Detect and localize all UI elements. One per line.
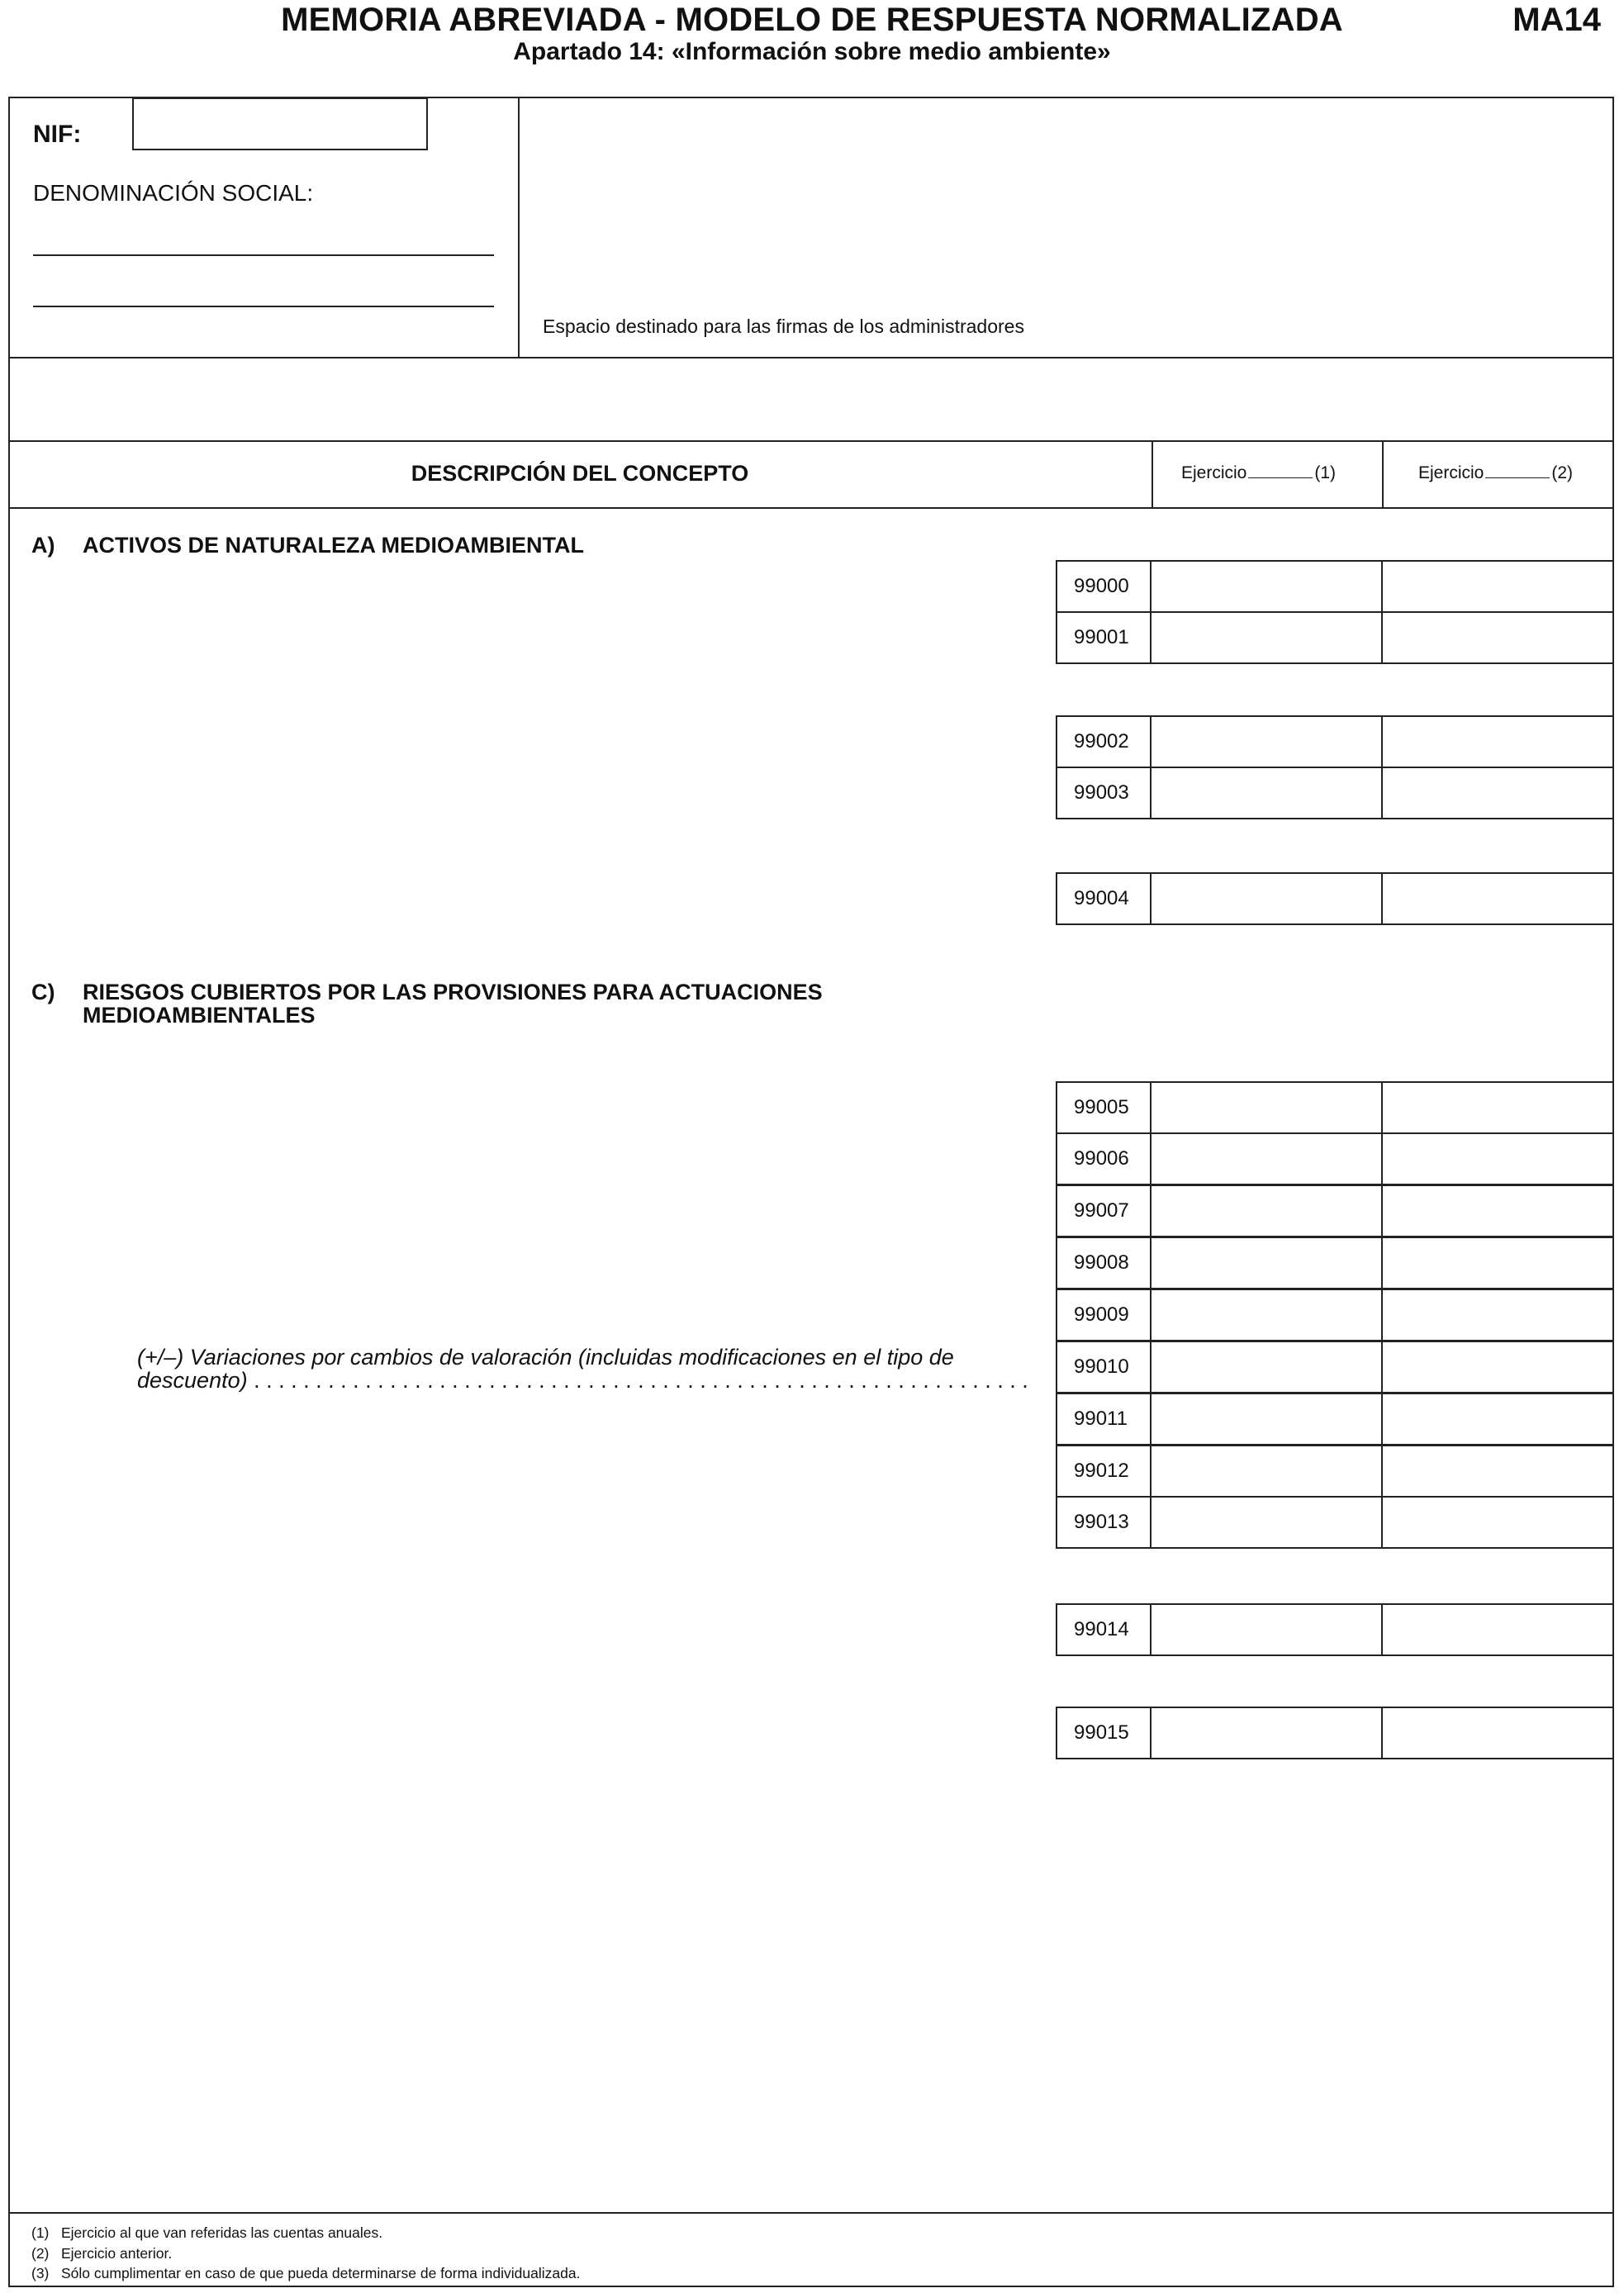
section-title: RIESGOS CUBIERTOS POR LAS PROVISIONES PARA ACTUACIONES MEDIOAMBIENTALES — [83, 980, 823, 1028]
value-cell-current[interactable] — [1152, 768, 1383, 818]
value-cell-previous[interactable] — [1383, 1083, 1612, 1132]
footnote-number: (3) — [31, 2265, 50, 2281]
footnote-1 — [31, 2224, 382, 2241]
cell-row-99012 — [1056, 1445, 1614, 1498]
footnote-3 — [31, 2265, 580, 2281]
value-cell-previous[interactable] — [1383, 1498, 1612, 1547]
identity-divider — [518, 97, 520, 358]
cell-code: 99011 — [1057, 1394, 1152, 1444]
value-cell-previous[interactable] — [1383, 768, 1612, 818]
value-cell-current[interactable] — [1152, 562, 1383, 611]
identity-bottom-border — [8, 357, 1614, 358]
table-header-bottom-border — [8, 507, 1614, 509]
value-cell-previous[interactable] — [1383, 1186, 1612, 1236]
cell-row-99015 — [1056, 1707, 1614, 1759]
ejercicio-note-2: (2) — [1551, 463, 1574, 482]
cell-row-99007 — [1056, 1184, 1614, 1237]
value-cell-previous[interactable] — [1383, 874, 1612, 923]
value-cell-current[interactable] — [1152, 1186, 1383, 1236]
form-title: MEMORIA ABREVIADA - MODELO DE RESPUESTA NORMALIZADA — [281, 2, 1343, 38]
section-title: ACTIVOS DE NATURALEZA MEDIOAMBIENTAL — [83, 533, 584, 558]
ejercicio-header-1 — [1181, 463, 1336, 483]
cell-code: 99002 — [1057, 717, 1152, 767]
value-cell-previous[interactable] — [1383, 1342, 1612, 1392]
cell-row-99011 — [1056, 1393, 1614, 1446]
form-subtitle: Apartado 14: «Información sobre medio ambiente» — [513, 38, 1111, 65]
ejercicio-label: Ejercicio — [1418, 463, 1484, 482]
cell-code: 99005 — [1057, 1083, 1152, 1132]
cell-code: 99008 — [1057, 1238, 1152, 1288]
value-cell-previous[interactable] — [1383, 1238, 1612, 1288]
cell-row-99002 — [1056, 715, 1614, 768]
denominacion-line-2[interactable] — [33, 306, 494, 307]
value-cell-current[interactable] — [1152, 1605, 1383, 1654]
ejercicio-note-1: (1) — [1314, 463, 1337, 482]
cell-row-99008 — [1056, 1237, 1614, 1289]
cell-code: 99007 — [1057, 1186, 1152, 1236]
ejercicio-year-blank-1[interactable] — [1248, 464, 1313, 478]
cell-code: 99006 — [1057, 1134, 1152, 1184]
value-cell-previous[interactable] — [1383, 613, 1612, 662]
value-cell-current[interactable] — [1152, 1083, 1383, 1132]
concept-header: DESCRIPCIÓN DEL CONCEPTO — [411, 461, 749, 486]
value-cell-current[interactable] — [1152, 1342, 1383, 1392]
value-cell-current[interactable] — [1152, 613, 1383, 662]
value-cell-previous[interactable] — [1383, 1394, 1612, 1444]
footnote-text: Ejercicio anterior. — [61, 2245, 173, 2262]
ejercicio-year-blank-2[interactable] — [1485, 464, 1550, 478]
row-label-line-1: (+/–) Variaciones por cambios de valoración (incluidas modificaciones en el tipo de — [137, 1345, 954, 1370]
nif-label: NIF: — [33, 121, 82, 148]
value-cell-current[interactable] — [1152, 1446, 1383, 1496]
footnote-number: (1) — [31, 2224, 50, 2241]
cell-row-99010 — [1056, 1341, 1614, 1393]
cell-row-99014 — [1056, 1603, 1614, 1656]
cell-code: 99009 — [1057, 1290, 1152, 1340]
section-letter: C) — [31, 980, 55, 1004]
cell-row-99001 — [1056, 611, 1614, 664]
cell-code: 99013 — [1057, 1498, 1152, 1547]
table-header-top-border — [8, 440, 1614, 442]
cell-code: 99001 — [1057, 613, 1152, 662]
form-code: MA14 — [1512, 2, 1601, 38]
cell-row-99004 — [1056, 872, 1614, 925]
cell-row-99003 — [1056, 767, 1614, 819]
footnote-border — [8, 2212, 1614, 2214]
value-cell-previous[interactable] — [1383, 1605, 1612, 1654]
cell-row-99000 — [1056, 560, 1614, 613]
value-cell-current[interactable] — [1152, 717, 1383, 767]
value-cell-current[interactable] — [1152, 1290, 1383, 1340]
cell-code: 99000 — [1057, 562, 1152, 611]
value-cell-previous[interactable] — [1383, 1134, 1612, 1184]
section-letter: A) — [31, 533, 55, 558]
cell-code: 99003 — [1057, 768, 1152, 818]
footnote-text: Sólo cumplimentar en caso de que pueda determinarse de forma individualizada. — [61, 2265, 581, 2281]
ejercicio-header-2 — [1418, 463, 1573, 483]
value-cell-current[interactable] — [1152, 1134, 1383, 1184]
footnote-text: Ejercicio al que van referidas las cuentas anuales. — [61, 2224, 383, 2241]
header-col-divider-2 — [1382, 440, 1384, 508]
cell-code: 99004 — [1057, 874, 1152, 923]
value-cell-previous[interactable] — [1383, 1446, 1612, 1496]
row-label-line-2: descuento) . . . — [137, 1369, 1028, 1392]
cell-code: 99015 — [1057, 1708, 1152, 1758]
cell-code: 99012 — [1057, 1446, 1152, 1496]
value-cell-current[interactable] — [1152, 1394, 1383, 1444]
value-cell-previous[interactable] — [1383, 717, 1612, 767]
nif-field[interactable] — [132, 97, 428, 150]
ejercicio-label: Ejercicio — [1181, 463, 1247, 482]
value-cell-previous[interactable] — [1383, 1290, 1612, 1340]
footnote-2 — [31, 2245, 172, 2262]
value-cell-current[interactable] — [1152, 1708, 1383, 1758]
signature-note: Espacio destinado para las firmas de los administradores — [543, 316, 1024, 337]
cell-row-99005 — [1056, 1081, 1614, 1134]
cell-row-99006 — [1056, 1132, 1614, 1185]
denominacion-line-1[interactable] — [33, 254, 494, 256]
value-cell-current[interactable] — [1152, 1498, 1383, 1547]
cell-code: 99014 — [1057, 1605, 1152, 1654]
header-col-divider-1 — [1152, 440, 1153, 508]
denominacion-label: DENOMINACIÓN SOCIAL: — [33, 180, 314, 206]
value-cell-current[interactable] — [1152, 874, 1383, 923]
value-cell-previous[interactable] — [1383, 1708, 1612, 1758]
footnote-number: (2) — [31, 2245, 50, 2262]
row-variaciones — [137, 1346, 1028, 1392]
cell-row-99013 — [1056, 1496, 1614, 1549]
value-cell-previous[interactable] — [1383, 562, 1612, 611]
cell-row-99009 — [1056, 1289, 1614, 1341]
value-cell-current[interactable] — [1152, 1238, 1383, 1288]
cell-code: 99010 — [1057, 1342, 1152, 1392]
